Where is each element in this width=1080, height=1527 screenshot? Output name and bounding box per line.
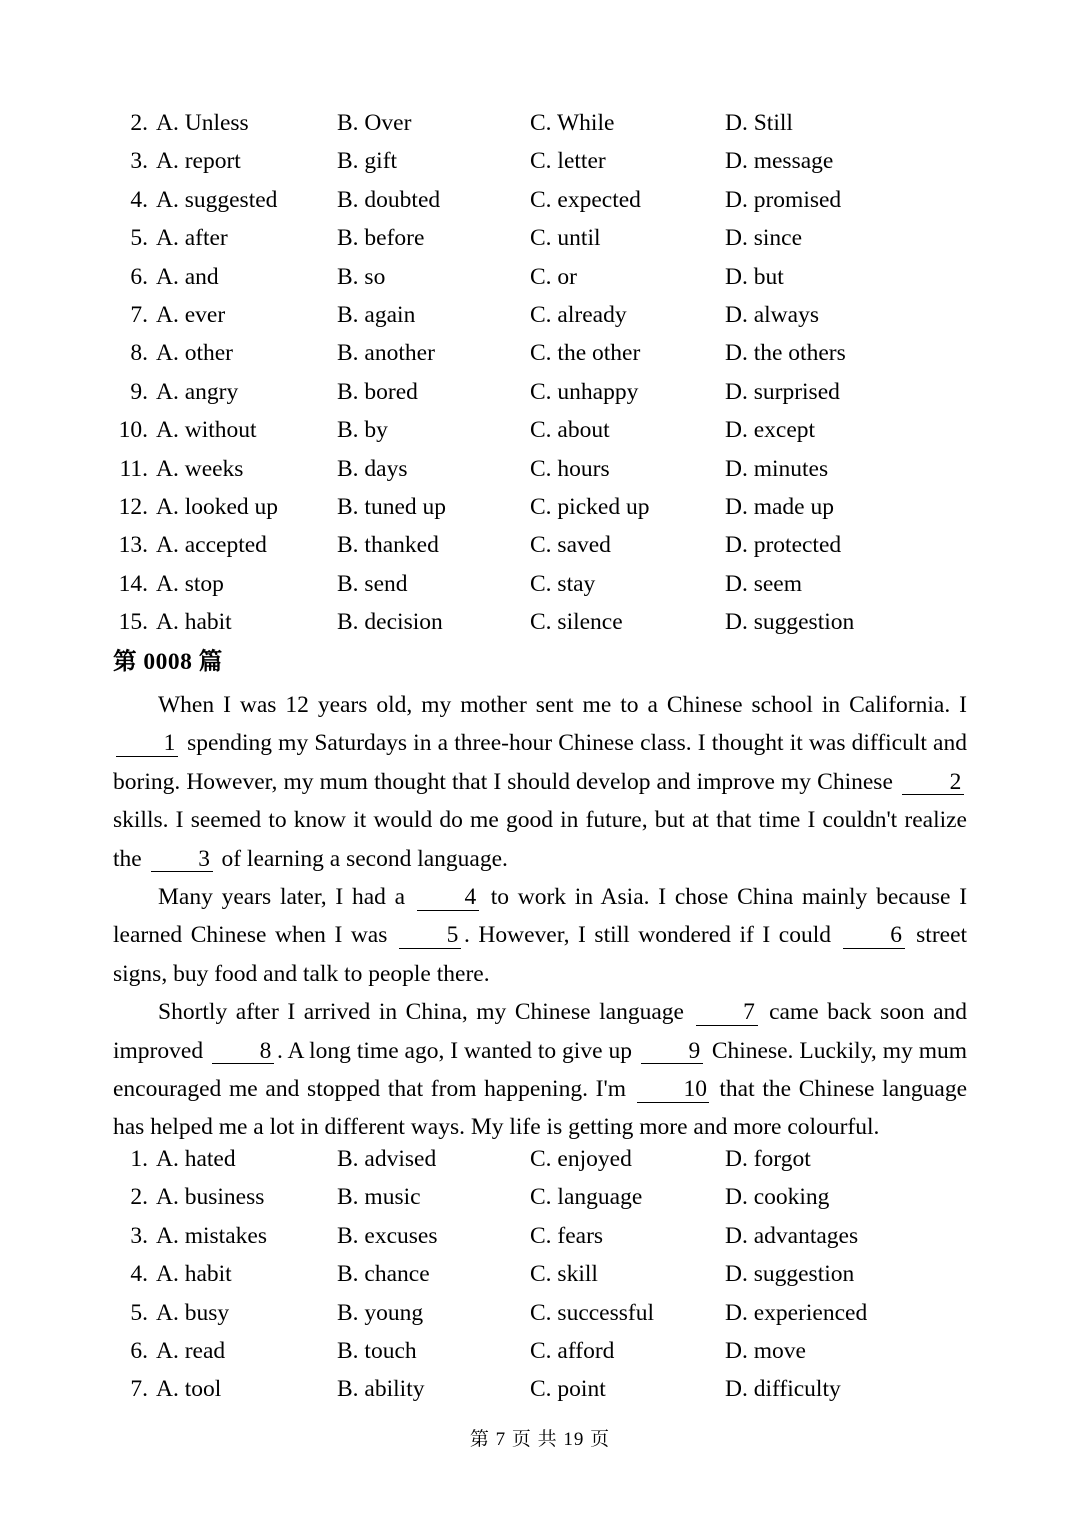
option-choice-d[interactable]: D. Still — [725, 110, 793, 136]
option-choice-d[interactable]: D. difficulty — [725, 1376, 841, 1403]
option-row — [0, 603, 1080, 641]
option-row — [0, 1140, 1080, 1178]
option-choice-a[interactable]: A. after — [156, 225, 228, 252]
option-choice-a[interactable]: A. report — [156, 148, 241, 175]
option-choice-b[interactable]: B. send — [337, 570, 408, 597]
option-choice-a[interactable]: A. without — [156, 417, 257, 444]
passage-text: street signs, buy food and talk to people there. — [113, 922, 968, 987]
passage-text: . However, I still wondered if I could — [463, 922, 831, 949]
option-row — [0, 296, 1080, 334]
option-choice-b[interactable]: B. touch — [337, 1337, 417, 1364]
option-row — [0, 142, 1080, 180]
option-choice-a[interactable]: A. looked up — [156, 493, 279, 520]
option-choice-d[interactable]: D. made up — [725, 493, 834, 520]
page-footer: 第 7 页 共 19 页 — [469, 1429, 611, 1450]
option-choice-d[interactable]: D. suggestion — [725, 609, 855, 636]
option-row — [0, 1255, 1080, 1293]
option-choice-b[interactable]: B. Over — [337, 110, 412, 136]
option-choice-d[interactable]: D. the others — [725, 340, 846, 367]
option-choice-b[interactable]: B. young — [337, 1299, 424, 1326]
option-choice-b[interactable]: B. bored — [337, 378, 418, 405]
passage-text: that the Chinese language has helped me a lot in different ways. My life is getting more and more colourful. — [113, 1076, 967, 1141]
option-choice-a[interactable]: A. suggested — [156, 186, 278, 213]
option-choice-d[interactable]: D. since — [725, 225, 803, 252]
question-number: 2. — [130, 110, 148, 136]
option-row — [0, 373, 1080, 411]
option-choice-c[interactable]: C. about — [530, 417, 610, 444]
question-number: 10. — [118, 417, 148, 444]
question-number: 13. — [118, 532, 148, 559]
option-choice-b[interactable]: B. before — [337, 225, 425, 252]
passage-text: Shortly after I arrived in China, my Chinese language — [158, 999, 684, 1026]
option-choice-d[interactable]: D. except — [725, 417, 816, 444]
option-choice-b[interactable]: B. advised — [337, 1146, 437, 1172]
option-row — [0, 1370, 1080, 1408]
option-row — [0, 258, 1080, 296]
blank-6[interactable]: 6 — [843, 923, 905, 949]
option-choice-a[interactable]: A. and — [156, 263, 219, 290]
option-row — [0, 488, 1080, 526]
passage-paragraph-1 — [113, 686, 967, 878]
option-choice-c[interactable]: C. skill — [530, 1261, 598, 1288]
question-number: 7. — [130, 301, 148, 328]
options-list-bottom — [0, 1140, 1080, 1409]
blank-8[interactable]: 8 — [212, 1039, 274, 1065]
option-choice-d[interactable]: D. move — [725, 1337, 806, 1364]
option-choice-c[interactable]: C. unhappy — [530, 378, 639, 405]
passage-text: of learning a second language. — [221, 845, 508, 872]
option-choice-a[interactable]: A. business — [156, 1184, 265, 1211]
option-row — [0, 1294, 1080, 1332]
question-number: 9. — [130, 378, 148, 405]
option-choice-c[interactable]: C. letter — [530, 148, 606, 175]
option-choice-c[interactable]: C. expected — [530, 186, 641, 213]
option-choice-a[interactable]: A. ever — [156, 301, 226, 328]
option-choice-d[interactable]: D. but — [725, 263, 784, 290]
option-choice-c[interactable]: C. point — [530, 1376, 606, 1403]
question-number: 2. — [130, 1184, 148, 1211]
option-row — [0, 219, 1080, 257]
passage-text: spending my Saturdays in a three-hour Chinese class. I thought it was difficult and boring. However, my mum thought that I should develop and improve my Chinese — [113, 730, 967, 795]
option-choice-d[interactable]: D. always — [725, 301, 819, 328]
blank-1[interactable]: 1 — [116, 731, 178, 757]
option-choice-b[interactable]: B. again — [337, 301, 416, 328]
option-choice-b[interactable]: B. tuned up — [337, 493, 447, 520]
option-choice-d[interactable]: D. cooking — [725, 1184, 830, 1211]
option-choice-c[interactable]: C. stay — [530, 570, 596, 597]
option-choice-b[interactable]: B. so — [337, 263, 386, 290]
option-choice-d[interactable]: D. experienced — [725, 1299, 868, 1326]
option-choice-a[interactable]: A. stop — [156, 570, 224, 597]
option-choice-c[interactable]: C. picked up — [530, 493, 650, 520]
option-choice-a[interactable]: A. habit — [156, 1261, 232, 1288]
passage-text: When I was 12 years old, my mother sent me to a Chinese school in California. I — [158, 692, 967, 718]
passage-text: . A long time ago, I wanted to give up — [277, 1037, 632, 1064]
question-number: 6. — [130, 263, 148, 290]
question-number: 5. — [130, 1299, 148, 1326]
question-number: 12. — [118, 493, 148, 520]
passage-text: Many years later, I had a — [158, 884, 406, 911]
passage-text: came back soon and improved — [113, 999, 967, 1064]
option-choice-b[interactable]: B. music — [337, 1184, 421, 1211]
option-row — [0, 181, 1080, 219]
option-row — [0, 104, 1080, 142]
option-choice-a[interactable]: A. busy — [156, 1299, 230, 1326]
option-choice-a[interactable]: A. hated — [156, 1146, 236, 1172]
passage-text: to work in Asia. I chose China mainly because I learned Chinese when I was — [113, 884, 968, 949]
option-choice-b[interactable]: B. days — [337, 455, 408, 482]
option-choice-c[interactable]: C. or — [530, 263, 577, 290]
question-number: 4. — [130, 1261, 148, 1288]
option-choice-a[interactable]: A. angry — [156, 378, 239, 405]
option-choice-d[interactable]: D. promised — [725, 186, 842, 213]
option-choice-c[interactable]: C. successful — [530, 1299, 655, 1326]
blank-7[interactable]: 7 — [696, 1000, 758, 1026]
passage-text: skills. I seemed to know it would do me good in future, but at that time I couldn't realize the — [113, 807, 967, 872]
option-row — [0, 1217, 1080, 1255]
question-number: 4. — [130, 186, 148, 213]
blank-10[interactable]: 10 — [637, 1077, 709, 1103]
option-row — [0, 450, 1080, 488]
option-choice-c[interactable]: C. saved — [530, 532, 611, 559]
option-choice-c[interactable]: C. until — [530, 225, 601, 252]
option-choice-d[interactable]: D. minutes — [725, 455, 829, 482]
option-choice-c[interactable]: C. already — [530, 301, 627, 328]
option-choice-d[interactable]: D. forgot — [725, 1146, 811, 1172]
passage-paragraph-2 — [113, 878, 967, 993]
option-choice-d[interactable]: D. advantages — [725, 1222, 859, 1249]
option-choice-c[interactable]: C. the other — [530, 340, 641, 367]
option-choice-d[interactable]: D. suggestion — [725, 1261, 855, 1288]
option-row — [0, 1178, 1080, 1216]
option-choice-b[interactable]: B. thanked — [337, 532, 439, 559]
passage-paragraph-3 — [113, 993, 967, 1147]
option-row — [0, 334, 1080, 372]
option-choice-c[interactable]: C. hours — [530, 455, 610, 482]
question-number: 6. — [130, 1337, 148, 1364]
question-number: 3. — [130, 1222, 148, 1249]
option-choice-d[interactable]: D. protected — [725, 532, 842, 559]
option-choice-d[interactable]: D. surprised — [725, 378, 840, 405]
option-choice-b[interactable]: B. gift — [337, 148, 398, 175]
cloze-passage — [113, 686, 967, 1147]
option-choice-c[interactable]: C. While — [530, 110, 615, 136]
option-choice-a[interactable]: A. habit — [156, 609, 232, 636]
option-choice-a[interactable]: A. accepted — [156, 532, 267, 559]
option-choice-a[interactable]: A. read — [156, 1337, 226, 1364]
option-choice-b[interactable]: B. excuses — [337, 1222, 438, 1249]
section-heading: 第 0008 篇 — [113, 649, 223, 675]
blank-4[interactable]: 4 — [417, 885, 479, 911]
question-number: 15. — [118, 609, 148, 636]
blank-5[interactable]: 5 — [399, 923, 461, 949]
option-row — [0, 526, 1080, 564]
question-number: 8. — [130, 340, 148, 367]
option-row — [0, 1332, 1080, 1370]
option-row — [0, 411, 1080, 449]
question-number: 11. — [119, 455, 148, 482]
blank-2[interactable]: 2 — [902, 770, 964, 796]
option-choice-b[interactable]: B. chance — [337, 1261, 430, 1288]
question-number: 5. — [130, 225, 148, 252]
option-choice-c[interactable]: C. fears — [530, 1222, 604, 1249]
option-choice-a[interactable]: A. mistakes — [156, 1222, 267, 1249]
option-choice-b[interactable]: B. another — [337, 340, 435, 367]
option-choice-d[interactable]: D. message — [725, 148, 834, 175]
option-choice-c[interactable]: C. afford — [530, 1337, 615, 1364]
option-choice-a[interactable]: A. Unless — [156, 110, 249, 136]
option-choice-a[interactable]: A. other — [156, 340, 234, 367]
option-choice-c[interactable]: C. language — [530, 1184, 643, 1211]
blank-9[interactable]: 9 — [641, 1039, 703, 1065]
option-choice-c[interactable]: C. silence — [530, 609, 623, 636]
question-number: 1. — [130, 1146, 148, 1172]
blank-3[interactable]: 3 — [151, 847, 213, 873]
option-choice-b[interactable]: B. decision — [337, 609, 443, 636]
question-number: 7. — [130, 1376, 148, 1403]
option-choice-c[interactable]: C. enjoyed — [530, 1146, 632, 1172]
option-choice-b[interactable]: B. by — [337, 417, 388, 444]
options-list-top — [0, 104, 1080, 641]
option-choice-a[interactable]: A. tool — [156, 1376, 222, 1403]
option-choice-d[interactable]: D. seem — [725, 570, 803, 597]
question-number: 14. — [118, 570, 148, 597]
option-choice-a[interactable]: A. weeks — [156, 455, 244, 482]
option-choice-b[interactable]: B. ability — [337, 1376, 425, 1403]
passage-text: Chinese. Luckily, my mum encouraged me and stopped that from happening. I'm — [113, 1037, 968, 1103]
question-number: 3. — [130, 148, 148, 175]
option-choice-b[interactable]: B. doubted — [337, 186, 441, 213]
option-row — [0, 565, 1080, 603]
